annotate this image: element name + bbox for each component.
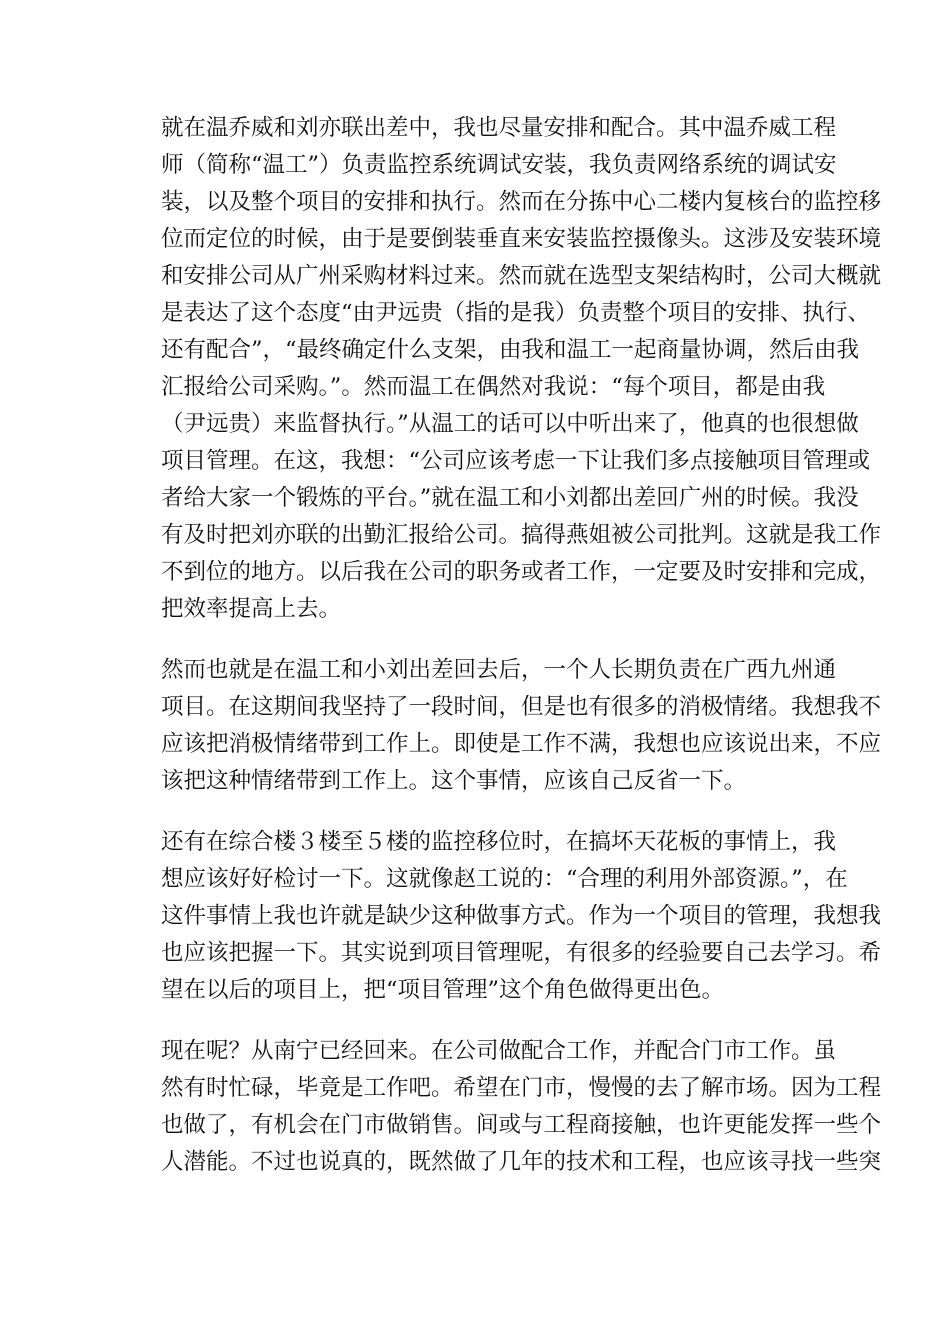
text-line: 就在温乔威和刘亦联出差中，我也尽量安排和配合。其中温乔威工程	[161, 115, 837, 141]
text-line: 现在呢？从南宁已经回来。在公司做配合工作，并配合门市工作。虽	[161, 1038, 837, 1064]
text-line: 是表达了这个态度“由尹远贵（指的是我）负责整个项目的安排、执行、	[161, 300, 871, 326]
document-body	[116, 110, 882, 1205]
paragraph-2	[116, 652, 882, 800]
text-line: （尹远贵）来监督执行。”从温工的话可以中听出来了，他真的也很想做	[161, 411, 859, 437]
text-line: 该把这种情绪带到工作上。这个事情，应该自己反省一下。	[161, 768, 747, 794]
text-line: 师（简称“温工”）负责监控系统调试安装，我负责网络系统的调试安	[161, 152, 837, 178]
text-line: 然有时忙碌，毕竟是工作吧。希望在门市，慢慢的去了解市场。因为工程	[161, 1075, 882, 1101]
paragraph-4	[116, 1033, 882, 1181]
text-line: 也做了，有机会在门市做销售。间或与工程商接触，也许更能发挥一些个	[161, 1112, 882, 1138]
text-line: 不到位的地方。以后我在公司的职务或者工作，一定要及时安排和完成，	[161, 559, 882, 585]
text-line: 想应该好好检讨一下。这就像赵工说的：“合理的利用外部资源。”，在	[161, 866, 848, 892]
text-line: 还有配合”，“最终确定什么支架，由我和温工一起商量协调，然后由我	[161, 337, 860, 363]
text-line: 装，以及整个项目的安排和执行。然而在分拣中心二楼内复核台的监控移	[161, 189, 882, 215]
text-line: 和安排公司从广州采购材料过来。然而就在选型支架结构时，公司大概就	[161, 263, 882, 289]
text-line: 这件事情上我也许就是缺少这种做事方式。作为一个项目的管理，我想我	[161, 903, 882, 929]
text-line: 者给大家一个锻炼的平台。”就在温工和小刘都出差回广州的时候。我没	[161, 485, 859, 511]
text-line: 位而定位的时候，由于是要倒装垂直来安装监控摄像头。这涉及安装环境	[161, 226, 882, 252]
text-line: 还有在综合楼３楼至５楼的监控移位时，在搞坏天花板的事情上，我	[161, 829, 837, 855]
text-line: 有及时把刘亦联的出勤汇报给公司。搞得燕姐被公司批判。这就是我工作	[161, 522, 882, 548]
text-line: 也应该把握一下。其实说到项目管理呢，有很多的经验要自己去学习。希	[161, 940, 882, 966]
text-line: 然而也就是在温工和小刘出差回去后，一个人长期负责在广西九州通	[161, 657, 837, 683]
paragraph-3	[116, 824, 882, 1009]
text-line: 应该把消极情绪带到工作上。即使是工作不满，我想也应该说出来，不应	[161, 731, 882, 757]
text-line: 汇报给公司采购。”。然而温工在偶然对我说：“每个项目，都是由我	[161, 374, 826, 400]
paragraph-1	[116, 110, 882, 628]
text-line: 项目管理。在这，我想：“公司应该考虑一下让我们多点接触项目管理或	[161, 448, 871, 474]
text-line: 人潜能。不过也说真的，既然做了几年的技术和工程，也应该寻找一些突	[161, 1149, 882, 1175]
text-line: 项目。在这期间我坚持了一段时间，但是也有很多的消极情绪。我想我不	[161, 694, 882, 720]
text-line: 望在以后的项目上，把“项目管理”这个角色做得更出色。	[161, 977, 725, 1003]
text-line: 把效率提高上去。	[161, 596, 342, 622]
